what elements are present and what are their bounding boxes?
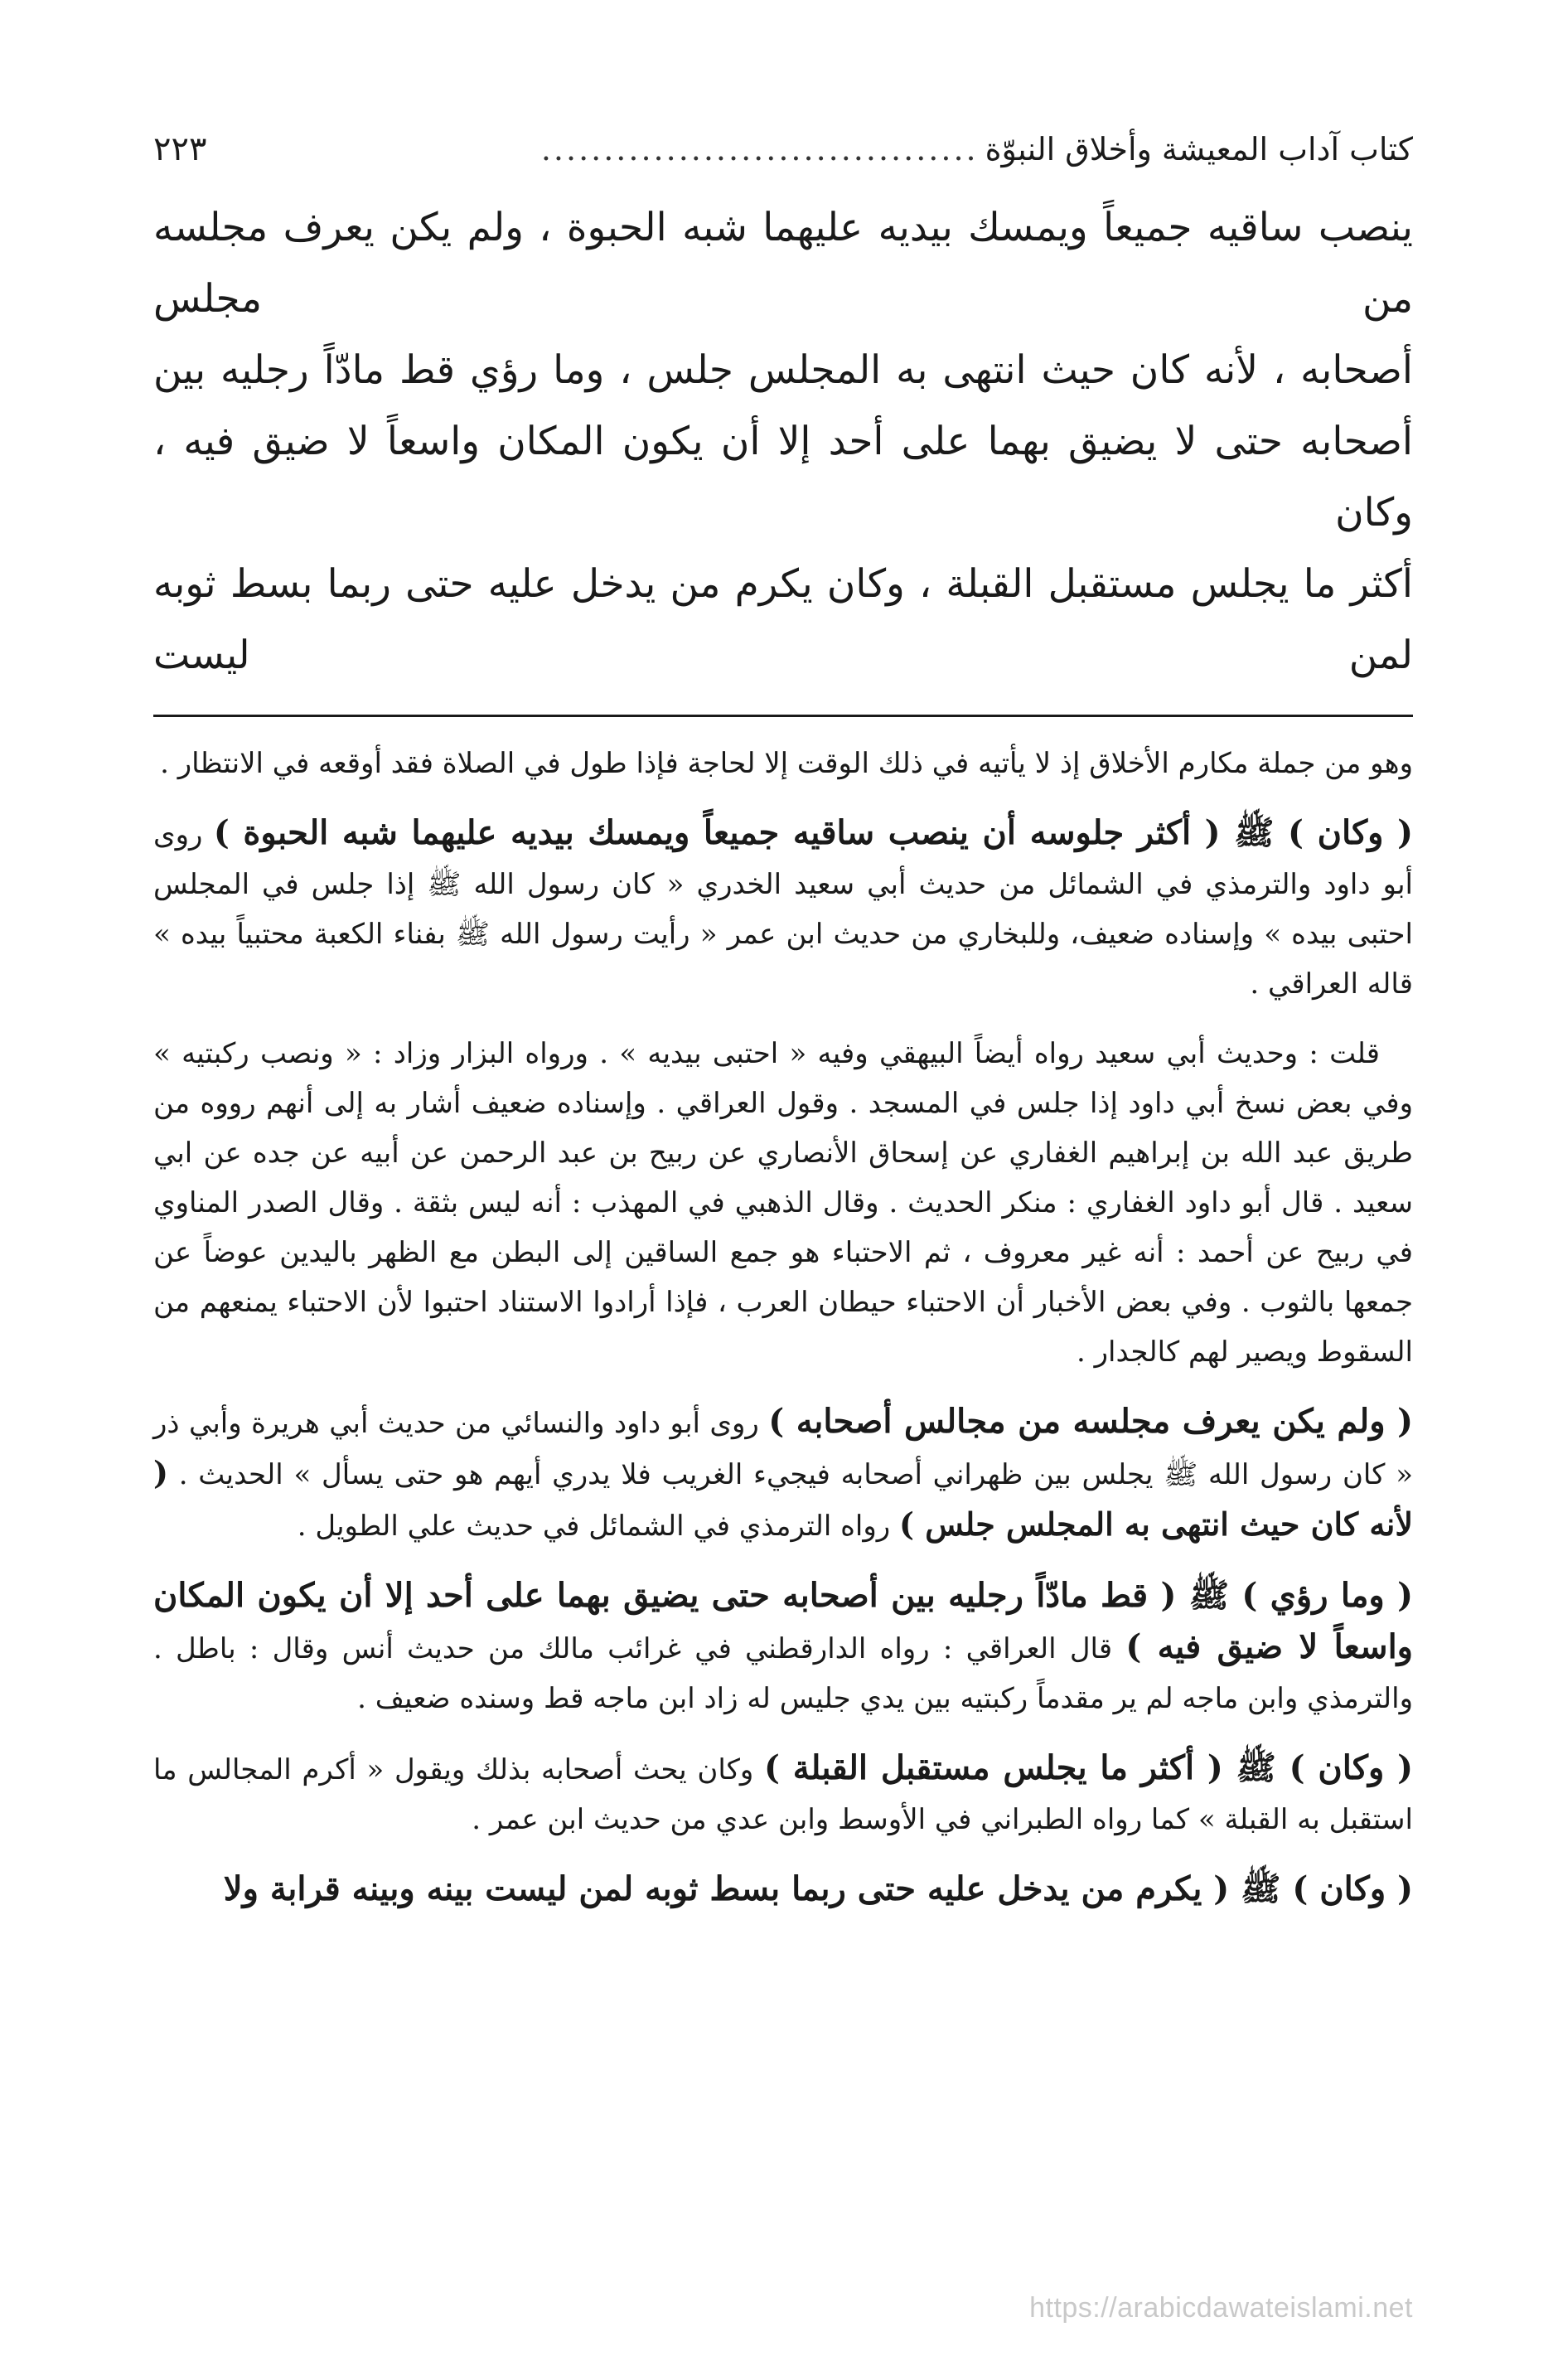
main-text-block	[153, 192, 1413, 691]
running-header	[153, 124, 1413, 174]
commentary-text: روى أبو داود والنسائي من حديث أبي هريرة وأبي ذر « كان رسول الله ﷺ يجلس بين ظهراني أصحابه فيجيء الغريب فلا يدري أيهم هو حتى يسأل » الحديث .	[153, 1407, 1413, 1491]
quoted-heading: ( لأنه كان حيث انتهى به المجلس جلس )	[153, 1454, 1413, 1543]
header-leader-dots: ...................................	[540, 131, 979, 167]
commentary-block	[153, 739, 1413, 1916]
quoted-heading: ( وكان ) ﷺ ( أكثر ما يجلس مستقبل القبلة )	[764, 1748, 1414, 1787]
commentary-paragraph: قلت : وحديث أبي سعيد رواه أيضاً البيهقي وفيه « احتبى بيديه » . ورواه البزار وزاد : « ونصب ركبتيه » وفي بعض نسخ أبي داود إذا جلس في المسجد . وقول العراقي . وإسناده ضعيف أشار به إلى أنهم رووه من طريق عبد الله بن إبراهيم الغفاري عن إسحاق الأنصاري عن ربيح بن عبد الرحمن عن أبيه عن جده عن ابي سعيد . قال أبو داود الغفاري : منكر الحديث . وقال الذهبي في المهذب : أنه ليس بثقة . وقال الصدر المناوي في ربيح عن أحمد : أنه غير معروف ، ثم الاحتباء هو جمع الساقين إلى البطن مع الظهر باليدين عوضاً عن جمعها بالثوب . وفي بعض الأخبار أن الاحتباء حيطان العرب ، فإذا أرادوا الاستناد احتبوا لأن الاحتباء يمنعهم من السقوط ويصير لهم كالجدار .	[153, 1037, 1413, 1369]
commentary-text: روى أبو داود والترمذي في الشمائل من حديث أبي سعيد الخدري « كان رسول الله ﷺ إذا جلس في المجلس احتبى بيده » وإسناده ضعيف، وللبخاري من حديث ابن عمر « رأيت رسول الله ﷺ بفناء الكعبة محتبياً بيده » قاله العراقي .	[153, 818, 1413, 1001]
commentary-paragraph	[153, 1571, 1413, 1723]
page-number: ٢٢٣	[153, 130, 207, 168]
commentary-text: وكان يحث أصحابه بذلك ويقول « أكرم المجالس ما استقبل به القبلة » كما رواه الطبراني في الأوسط وابن عدي من حديث ابن عمر .	[153, 1753, 1413, 1836]
book-title: كتاب آداب المعيشة وأخلاق النبوّة	[985, 131, 1413, 167]
commentary-paragraph	[153, 808, 1413, 1009]
main-text-line: أصحابه ، لأنه كان حيث انتهى به المجلس جلس ، وما رؤي قط مادّاً رجليه بين	[153, 347, 1413, 393]
quoted-heading: ( ولم يكن يعرف مجلسه من مجالس أصحابه )	[768, 1402, 1414, 1441]
commentary-text: قال العراقي : رواه الدارقطني في غرائب مالك من حديث أنس وقال : باطل . والترمذي وابن ماجه لم ير مقدماً ركبتيه بين يدي جليس له زاد ابن ماجه قط وسنده ضعيف .	[153, 1632, 1413, 1715]
main-text-line: ينصب ساقيه جميعاً ويمسك بيديه عليهما شبه الحبوة ، ولم يكن يعرف مجلسه من مجلس	[153, 205, 1413, 322]
quoted-heading: ( وكان ) ﷺ ( يكرم من يدخل عليه حتى ربما بسط ثوبه لمن ليست بينه وبينه قرابة ولا	[223, 1869, 1413, 1908]
commentary-paragraph: وهو من جملة مكارم الأخلاق إذ لا يأتيه في ذلك الوقت إلا لحاجة فإذا طول في الصلاة فقد أوقعه في الانتظار .	[160, 747, 1413, 780]
main-text-line: أكثر ما يجلس مستقبل القبلة ، وكان يكرم من يدخل عليه حتى ربما بسط ثوبه لمن ليست	[153, 561, 1413, 678]
commentary-paragraph	[153, 1397, 1413, 1551]
commentary-text: رواه الترمذي في الشمائل في حديث علي الطويل .	[297, 1510, 891, 1543]
watermark-url: https://arabicdawateislami.net	[1029, 2292, 1413, 2324]
quoted-heading: ( وكان ) ﷺ ( أكثر جلوسه أن ينصب ساقيه جميعاً ويمسك بيديه عليهما شبه الحبوة )	[213, 813, 1413, 852]
section-divider	[153, 715, 1413, 717]
book-page	[153, 124, 1413, 1936]
commentary-paragraph	[153, 1864, 1413, 1916]
main-text-line: أصحابه حتى لا يضيق بهما على أحد إلا أن يكون المكان واسعاً لا ضيق فيه ، وكان	[153, 419, 1413, 536]
commentary-paragraph	[153, 1743, 1413, 1844]
quoted-heading: ( وما رؤي ) ﷺ ( قط مادّاً رجليه بين أصحابه حتى يضيق بهما على أحد إلا أن يكون المكان واسعاً لا ضيق فيه )	[153, 1576, 1414, 1666]
